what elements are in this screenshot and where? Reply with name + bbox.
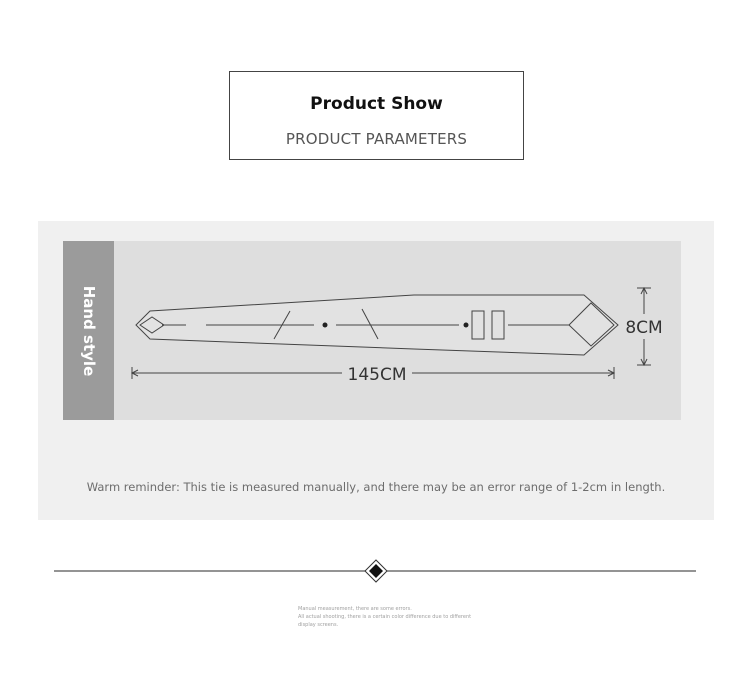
title-box xyxy=(229,71,524,160)
page-title: Product Show xyxy=(310,94,443,114)
footnote-line: display screens. xyxy=(298,622,339,628)
warm-reminder: Warm reminder: This tie is measured manually, and there may be an error range of 1-2cm in length. xyxy=(86,480,666,494)
length-label: 145CM xyxy=(347,365,407,385)
tie-diagram xyxy=(114,241,681,420)
tie-dot-label xyxy=(464,323,469,328)
side-tab xyxy=(63,241,114,420)
footnotes xyxy=(298,605,471,629)
page-subtitle: PRODUCT PARAMETERS xyxy=(285,130,468,148)
footnote-line: Manual measurement, there are some errors. xyxy=(298,606,412,612)
footnote-line: All actual shooting, there is a certain color difference due to different xyxy=(298,614,472,620)
side-tab-label: Hand style xyxy=(79,285,98,376)
width-label: 8CM xyxy=(625,318,663,338)
diamond-icon xyxy=(365,560,387,582)
tie-dot-center xyxy=(323,323,328,328)
divider xyxy=(50,558,700,584)
